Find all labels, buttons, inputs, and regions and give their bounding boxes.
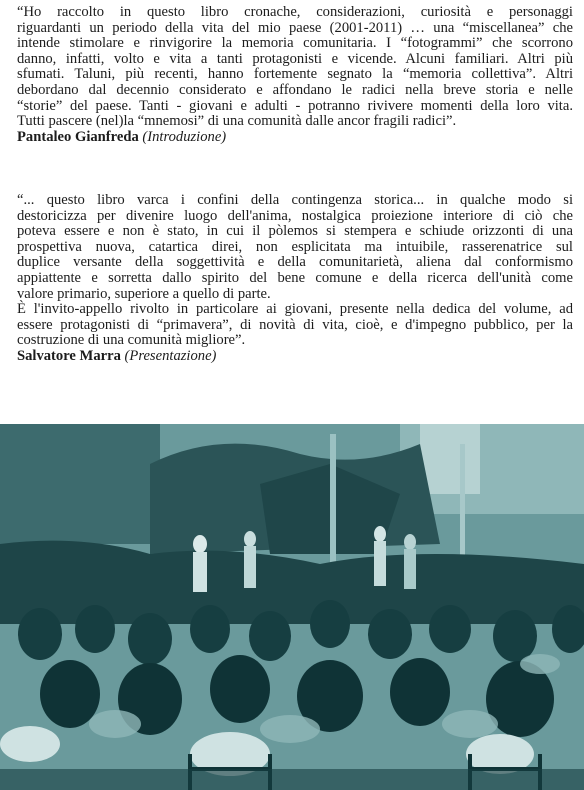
quote-introduzione-line: debordano dal decennio considerato e affondano le radici nella breve storia e nelle [17,81,573,98]
quote-introduzione-line: “Ho raccolto in questo libro cronache, considerazioni, curiosità e personaggi [17,4,573,20]
quote-presentazione-line: appiattente e sorretta dallo spirito del bene comune e della ricerca dell'unità come [17,269,573,286]
author-name: Pantaleo Gianfreda [17,128,139,145]
quote-presentazione-line: poteva essere e non è stato, in cui il pòlemos si stempera e schiude orizzonti di una [17,223,573,240]
quote-introduzione-line: “storie” del paese. Tanti - giovani e adulti - potranno rivivere momenti della loro vita. [17,97,573,114]
quote-presentazione-line: È l'invito-appello rivolto in particolare ai giovani, presente nella dedica del volume, ad [17,301,573,318]
quote-presentazione [17,193,573,365]
quote-presentazione-line: costruzione di una comunità migliore”. [17,332,246,349]
quote-introduzione-line: Tutti pascere (nel)la “mnemosi” di una comunità dalle ancor fragili radici”. [17,113,457,130]
attribution-presentazione [17,349,573,365]
quote-introduzione-line: intende stimolare e rinvigorire la memoria comunitaria. I “fotogrammi” che scorrono [17,35,573,52]
quote-introduzione [17,5,573,145]
quote-presentazione-line: “... questo libro varca i confini della contingenza storica... in qualche modo si [17,192,573,208]
quote-introduzione-line: riguardanti un periodo della vita del mio paese (2001-2011) … una “miscellanea” che [17,19,573,36]
quote-presentazione-line: valore primario, superiore a quello di parte. [17,285,271,302]
attribution-introduzione [17,130,573,146]
quote-introduzione-line: sfumati. Taluni, più recenti, hanno fortemente segnato la “memoria collettiva”. Altri [17,66,573,83]
crowd-photo [0,424,584,790]
quote-presentazione-line: essere protagonisti di “primavera”, di novità di vita, cioè, e d'impegno pubblico, per la [17,316,573,333]
author-role: (Introduzione) [142,128,227,145]
quote-presentazione-line: duplice versante della soggettività e della comunitarietà, aliena dal conformismo [17,254,573,271]
crowd-photo-illustration [0,424,584,790]
quote-introduzione-line: danno, infatti, volto e vita a tanti protagonisti e vicende. Alcuni familiari. Altri più [17,50,573,67]
quote-presentazione-line: prospettiva nuova, catartica direi, non esplicitata ma intuibile, rasserenatrice sul [17,238,573,255]
author-role: (Presentazione) [124,347,217,364]
quote-presentazione-line: destoricizza per divenire luogo dell'anima, nostalgica proiezione interiore di ciò che [17,207,573,224]
author-name: Salvatore Marra [17,347,121,364]
